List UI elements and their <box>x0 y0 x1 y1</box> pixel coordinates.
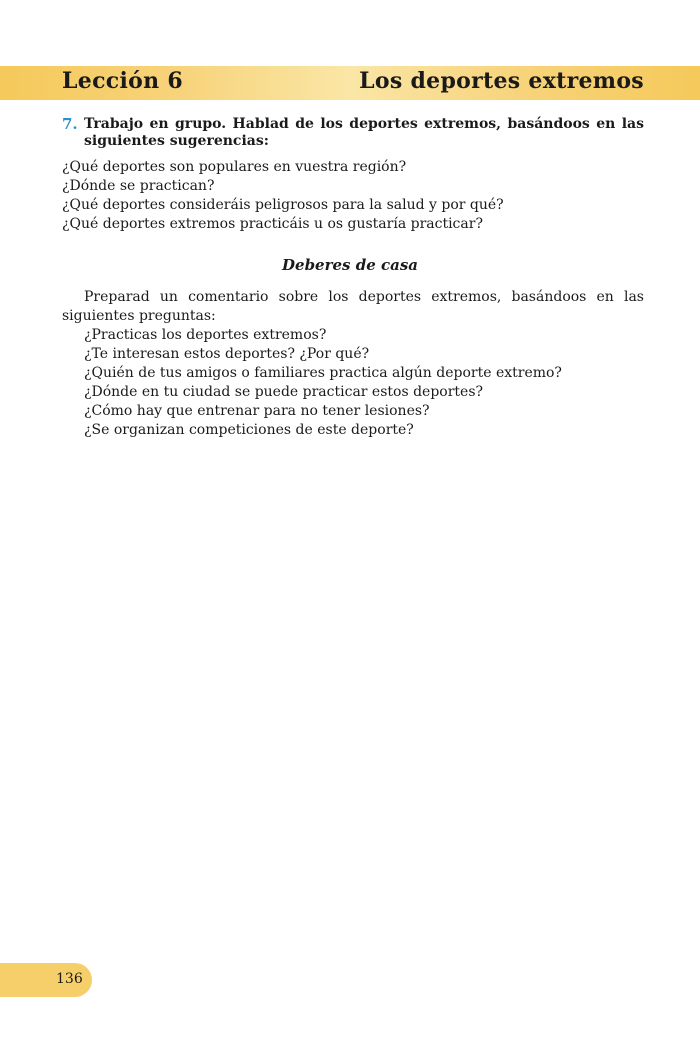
homework-question: ¿Se organizan competiciones de este deporte? <box>84 422 414 438</box>
question-line: ¿Qué deportes consideráis peligrosos para la salud y por qué? <box>62 197 504 213</box>
page-number: 136 <box>56 971 83 987</box>
exercise-instruction: Trabajo en grupo. Hablad de los deportes extremos, basándoos en las siguientes sugerencias: <box>84 116 644 149</box>
homework-question: ¿Quién de tus amigos o familiares practica algún deporte extremo? <box>84 365 562 381</box>
question-line: ¿Qué deportes extremos practicáis u os gustaría practicar? <box>62 216 483 232</box>
question-line: ¿Qué deportes son populares en vuestra región? <box>62 159 407 175</box>
homework-question: ¿Practicas los deportes extremos? <box>84 327 327 343</box>
homework-question: ¿Te interesan estos deportes? ¿Por qué? <box>84 346 370 362</box>
discussion-questions <box>62 158 652 234</box>
homework-intro: Preparad un comentario sobre los deportes extremos, basándoos en las siguientes preguntas: <box>62 289 644 324</box>
homework-title: Deberes de casa <box>282 256 418 274</box>
homework-question: ¿Dónde en tu ciudad se puede practicar estos deportes? <box>84 384 484 400</box>
question-line: ¿Dónde se practican? <box>62 178 215 194</box>
lesson-topic: Los deportes extremos <box>359 68 644 94</box>
lesson-label: Lección 6 <box>62 68 183 94</box>
homework-section <box>62 288 644 440</box>
exercise-number: 7. <box>62 115 78 133</box>
homework-question: ¿Cómo hay que entrenar para no tener lesiones? <box>84 403 430 419</box>
exercise-7 <box>62 116 644 150</box>
